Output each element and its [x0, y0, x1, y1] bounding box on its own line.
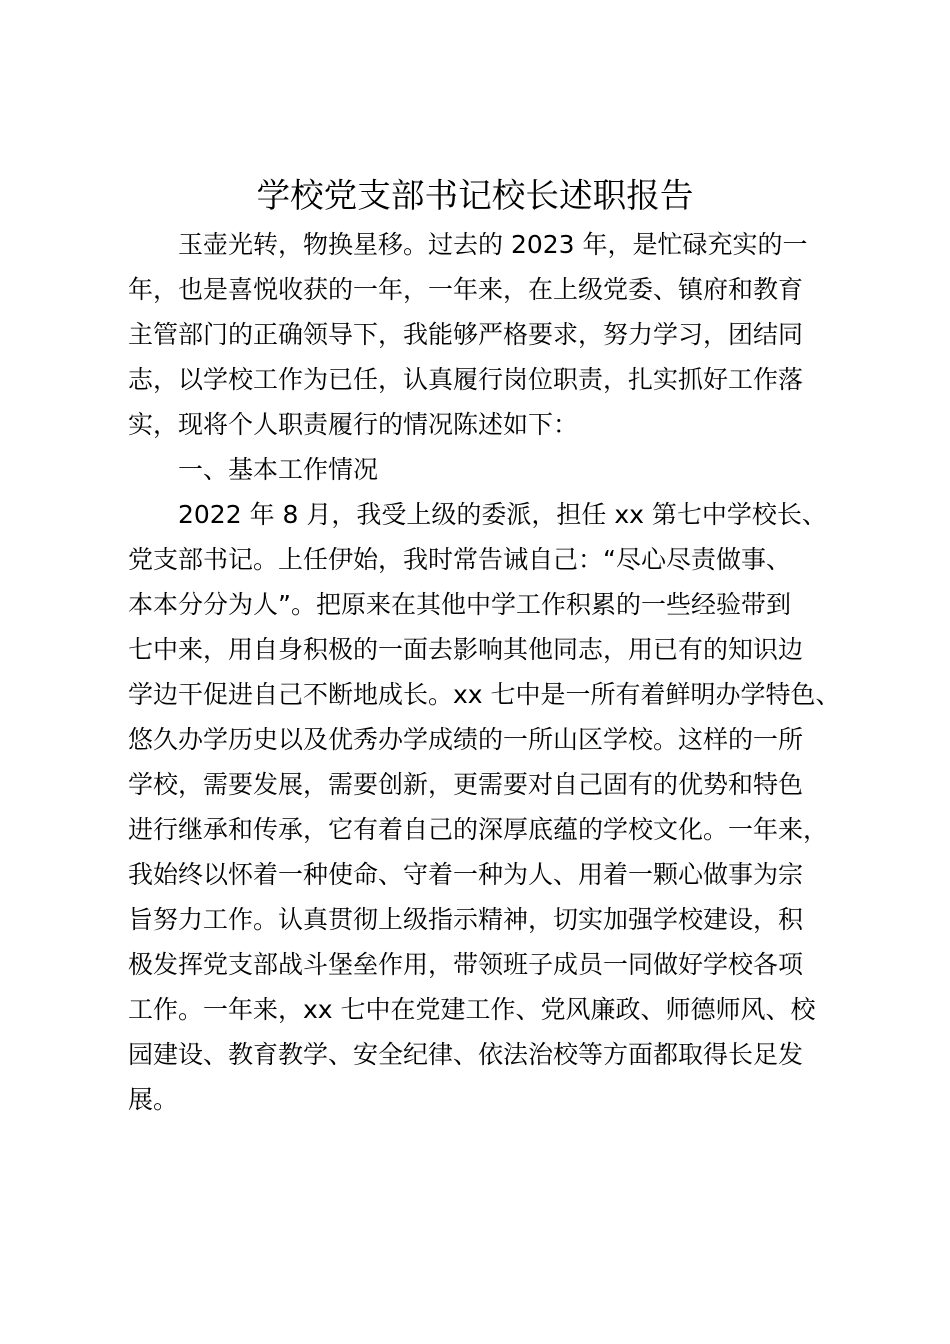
paragraph-line: 我始终以怀着一种使命、守着一种为人、用着一颗心做事为宗 [128, 860, 804, 889]
paragraph-line: 实，现将个人职责履行的情况陈述如下： [128, 410, 579, 439]
paragraph-line: 展。 [128, 1085, 179, 1114]
document-title: 学校党支部书记校长述职报告 [256, 176, 694, 215]
paragraph-line: 极发挥党支部战斗堡垒作用，带领班子成员一同做好学校各项 [128, 950, 804, 979]
paragraph-line: 工作。一年来，xx 七中在党建工作、党风廉政、师德师风、校 [128, 995, 816, 1024]
paragraph-line: 玉壶光转，物换星移。过去的 2023 年，是忙碌充实的一 [178, 230, 808, 259]
paragraph-line: 园建设、教育教学、安全纪律、依法治校等方面都取得长足发 [128, 1040, 804, 1069]
paragraph-line: 学校，需要发展，需要创新，更需要对自己固有的优势和特色 [128, 770, 804, 799]
paragraph-line: 2022 年 8 月，我受上级的委派，担任 xx 第七中学校长、 [178, 500, 827, 529]
paragraph-line: 主管部门的正确领导下，我能够严格要求，努力学习，团结同 [128, 320, 804, 349]
paragraph-line: 进行继承和传承，它有着自己的深厚底蕴的学校文化。一年来， [128, 815, 829, 844]
paragraph-line: 学边干促进自己不断地成长。xx 七中是一所有着鲜明办学特色、 [128, 680, 841, 709]
paragraph-line: 本本分分为人”。把原来在其他中学工作积累的一些经验带到 [128, 590, 791, 619]
section-heading: 一、基本工作情况 [178, 455, 379, 484]
paragraph-line: 旨努力工作。认真贯彻上级指示精神，切实加强学校建设，积 [128, 905, 804, 934]
paragraph-line: 悠久办学历史以及优秀办学成绩的一所山区学校。这样的一所 [128, 725, 804, 754]
paragraph-line: 志，以学校工作为已任，认真履行岗位职责，扎实抓好工作落 [128, 365, 804, 394]
paragraph-line: 党支部书记。上任伊始，我时常告诫自己：“尽心尽责做事、 [128, 545, 791, 574]
paragraph-line: 年，也是喜悦收获的一年，一年来，在上级党委、镇府和教育 [128, 275, 804, 304]
paragraph-line: 七中来，用自身积极的一面去影响其他同志，用已有的知识边 [128, 635, 804, 664]
